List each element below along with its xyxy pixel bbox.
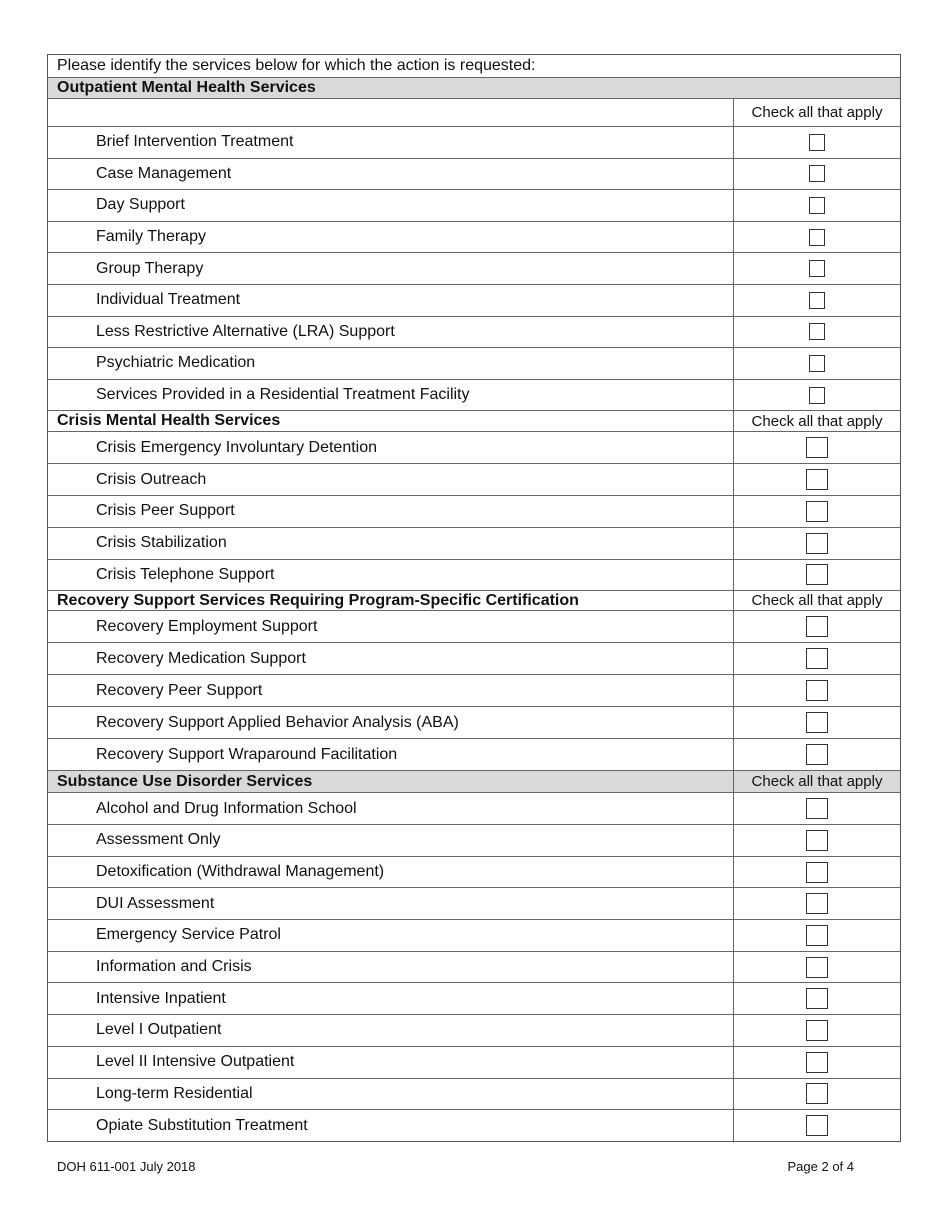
service-row <box>48 527 900 559</box>
services-form-table <box>47 54 901 1142</box>
service-row <box>48 706 900 738</box>
service-checkbox[interactable] <box>806 533 828 554</box>
section-header <box>48 770 900 792</box>
service-row <box>48 495 900 527</box>
checkbox-cell <box>733 611 900 642</box>
service-checkbox[interactable] <box>806 798 828 819</box>
service-name: Level II Intensive Outpatient <box>96 1053 295 1071</box>
service-name: Detoxification (Withdrawal Management) <box>96 863 385 881</box>
checkbox-cell <box>733 857 900 888</box>
checkbox-cell <box>733 380 900 411</box>
section-header <box>48 410 900 431</box>
service-checkbox[interactable] <box>806 680 828 701</box>
service-row <box>48 463 900 495</box>
service-row <box>48 824 900 856</box>
service-name: Assessment Only <box>96 831 221 849</box>
checkbox-cell <box>733 464 900 495</box>
form-id: DOH 611-001 July 2018 <box>57 1159 196 1174</box>
service-name: Services Provided in a Residential Treatment Facility <box>96 386 470 404</box>
check-all-label: Check all that apply <box>751 412 883 430</box>
service-checkbox[interactable] <box>806 1115 828 1136</box>
section-header <box>48 77 900 98</box>
service-name: Emergency Service Patrol <box>96 926 281 944</box>
service-checkbox[interactable] <box>806 862 828 883</box>
section-title: Outpatient Mental Health Services <box>57 79 316 96</box>
service-name: Intensive Inpatient <box>96 989 226 1007</box>
service-row <box>48 252 900 284</box>
checkbox-cell <box>733 739 900 770</box>
service-checkbox[interactable] <box>806 712 828 733</box>
service-row <box>48 559 900 591</box>
checkbox-cell <box>733 1110 900 1141</box>
service-name: Recovery Peer Support <box>96 681 263 699</box>
service-name: Crisis Emergency Involuntary Detention <box>96 438 378 456</box>
service-checkbox[interactable] <box>806 744 828 765</box>
service-name: Crisis Outreach <box>96 470 207 488</box>
checkbox-cell <box>733 1079 900 1110</box>
service-checkbox[interactable] <box>806 1052 828 1073</box>
service-name: Crisis Stabilization <box>96 534 227 552</box>
check-all-row <box>48 98 900 126</box>
service-checkbox[interactable] <box>806 437 828 458</box>
service-checkbox[interactable] <box>806 1083 828 1104</box>
intro-text: Please identify the services below for which the action is requested: <box>57 57 536 74</box>
checkbox-cell <box>733 285 900 316</box>
service-name: Recovery Support Applied Behavior Analysis (ABA) <box>96 713 459 731</box>
check-all-label: Check all that apply <box>751 104 883 121</box>
check-all-label: Check all that apply <box>751 773 883 791</box>
service-checkbox[interactable] <box>806 616 828 637</box>
service-checkbox[interactable] <box>806 1020 828 1041</box>
service-checkbox[interactable] <box>809 197 825 214</box>
checkbox-cell <box>733 888 900 919</box>
service-checkbox[interactable] <box>806 648 828 669</box>
service-checkbox[interactable] <box>809 355 825 372</box>
service-name: Long-term Residential <box>96 1084 253 1102</box>
service-checkbox[interactable] <box>809 229 825 246</box>
checkbox-cell <box>733 793 900 824</box>
checkbox-cell <box>733 825 900 856</box>
checkbox-cell <box>733 920 900 951</box>
service-row <box>48 642 900 674</box>
service-name: Less Restrictive Alternative (LRA) Support <box>96 322 395 340</box>
checkbox-cell <box>733 317 900 348</box>
service-checkbox[interactable] <box>806 469 828 490</box>
service-checkbox[interactable] <box>809 134 825 151</box>
service-checkbox[interactable] <box>809 260 825 277</box>
check-all-label: Check all that apply <box>751 592 883 610</box>
checkbox-cell <box>733 127 900 158</box>
service-name: Individual Treatment <box>96 291 241 309</box>
service-name: Recovery Support Wraparound Facilitation <box>96 745 398 763</box>
checkbox-cell <box>733 1047 900 1078</box>
checkbox-cell <box>733 159 900 190</box>
service-row <box>48 316 900 348</box>
service-row <box>48 674 900 706</box>
service-checkbox[interactable] <box>806 564 828 585</box>
section-title: Substance Use Disorder Services <box>57 772 313 790</box>
service-checkbox[interactable] <box>809 165 825 182</box>
service-row <box>48 1109 900 1141</box>
service-name: Crisis Peer Support <box>96 502 235 520</box>
checkbox-cell <box>733 1015 900 1046</box>
service-name: Recovery Medication Support <box>96 649 306 667</box>
service-name: Psychiatric Medication <box>96 354 256 372</box>
service-checkbox[interactable] <box>806 501 828 522</box>
page-number: Page 2 of 4 <box>787 1159 854 1174</box>
service-row <box>48 347 900 379</box>
service-name: Brief Intervention Treatment <box>96 133 294 151</box>
check-all-label-cell <box>733 99 900 126</box>
checkbox-cell <box>733 190 900 221</box>
check-all-label-cell <box>733 411 900 431</box>
service-row <box>48 792 900 824</box>
service-name: Case Management <box>96 164 232 182</box>
service-row <box>48 284 900 316</box>
service-checkbox[interactable] <box>809 323 825 340</box>
service-row <box>48 221 900 253</box>
checkbox-cell <box>733 643 900 674</box>
service-name: Family Therapy <box>96 228 206 246</box>
checkbox-cell <box>733 222 900 253</box>
service-checkbox[interactable] <box>809 387 825 404</box>
service-row <box>48 126 900 158</box>
section-title: Crisis Mental Health Services <box>57 412 281 430</box>
service-name: Crisis Telephone Support <box>96 565 275 583</box>
checkbox-cell <box>733 675 900 706</box>
service-row <box>48 856 900 888</box>
service-name: Group Therapy <box>96 259 204 277</box>
service-row <box>48 919 900 951</box>
service-row <box>48 887 900 919</box>
service-row <box>48 982 900 1014</box>
service-name: Opiate Substitution Treatment <box>96 1116 308 1134</box>
checkbox-cell <box>733 528 900 559</box>
service-row <box>48 1046 900 1078</box>
check-all-label-cell <box>733 771 900 792</box>
intro-row <box>48 55 900 77</box>
service-checkbox[interactable] <box>806 957 828 978</box>
service-row <box>48 1014 900 1046</box>
service-name: DUI Assessment <box>96 894 215 912</box>
checkbox-cell <box>733 707 900 738</box>
service-name: Information and Crisis <box>96 958 252 976</box>
service-checkbox[interactable] <box>806 830 828 851</box>
section-header <box>48 590 900 610</box>
service-checkbox[interactable] <box>806 925 828 946</box>
service-name: Level I Outpatient <box>96 1021 222 1039</box>
checkbox-cell <box>733 560 900 591</box>
section-title: Recovery Support Services Requiring Program-Specific Certification <box>57 591 579 609</box>
service-row <box>48 610 900 642</box>
check-all-label-cell <box>733 591 900 610</box>
service-row <box>48 379 900 411</box>
checkbox-cell <box>733 983 900 1014</box>
service-checkbox[interactable] <box>806 988 828 1009</box>
service-name: Day Support <box>96 196 185 214</box>
checkbox-cell <box>733 348 900 379</box>
service-row <box>48 951 900 983</box>
service-row <box>48 189 900 221</box>
service-row <box>48 1078 900 1110</box>
service-row <box>48 158 900 190</box>
service-checkbox[interactable] <box>806 893 828 914</box>
checkbox-cell <box>733 253 900 284</box>
empty-cell <box>48 99 733 126</box>
checkbox-cell <box>733 432 900 463</box>
checkbox-cell <box>733 496 900 527</box>
service-checkbox[interactable] <box>809 292 825 309</box>
service-row <box>48 431 900 463</box>
checkbox-cell <box>733 952 900 983</box>
service-name: Alcohol and Drug Information School <box>96 799 357 817</box>
service-row <box>48 738 900 770</box>
service-name: Recovery Employment Support <box>96 617 318 635</box>
